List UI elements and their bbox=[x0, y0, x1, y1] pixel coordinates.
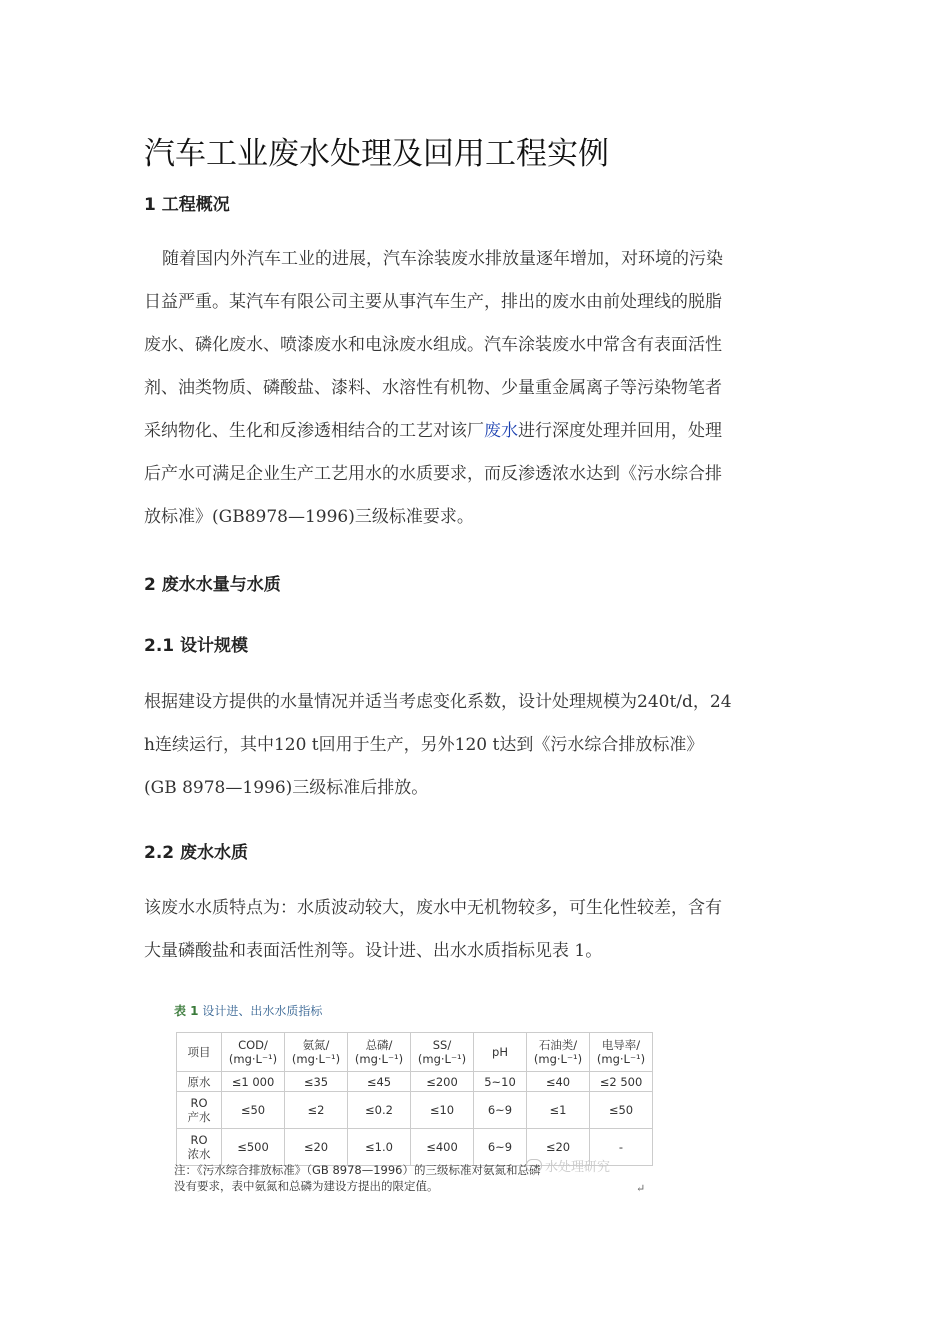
chat-bubble-icon bbox=[526, 1159, 542, 1172]
table-figure bbox=[174, 1002, 654, 1198]
paragraph-design-scale bbox=[144, 681, 804, 810]
table-row-label: RO 浓水 bbox=[177, 1129, 222, 1166]
paragraph-line: 废水、磷化废水、喷漆废水和电泳废水组成。汽车涂装废水中常含有表面活性 bbox=[144, 335, 722, 355]
paragraph-line: 根据建设方提供的水量情况并适当考虑变化系数，设计处理规模为240t/d，24 bbox=[144, 692, 732, 712]
paragraph-overview bbox=[144, 238, 804, 539]
table-cell: 5~10 bbox=[474, 1072, 527, 1092]
table-cell: 6~9 bbox=[474, 1129, 527, 1166]
table-cell: ≤40 bbox=[527, 1072, 590, 1092]
table-header-cell: 氨氮/ (mg·L⁻¹) bbox=[285, 1033, 348, 1072]
paragraph-line: 随着国内外汽车工业的进展，汽车涂装废水排放量逐年增加，对环境的污染 bbox=[162, 249, 723, 269]
table-cell: ≤1 000 bbox=[222, 1072, 285, 1092]
table-cell: 6~9 bbox=[474, 1092, 527, 1129]
paragraph-line: (GB 8978—1996)三级标准后排放。 bbox=[144, 778, 429, 798]
table-header-cell: 石油类/ (mg·L⁻¹) bbox=[527, 1033, 590, 1072]
table-cell: ≤2 500 bbox=[590, 1072, 653, 1092]
table-cell: ≤2 bbox=[285, 1092, 348, 1129]
paragraph-line: 该废水水质特点为：水质波动较大，废水中无机物较多，可生化性较差，含有 bbox=[144, 898, 722, 918]
document-title: 汽车工业废水处理及回用工程实例 bbox=[144, 136, 609, 172]
water-quality-table bbox=[176, 1032, 653, 1166]
table-cell: ≤1 bbox=[527, 1092, 590, 1129]
table-header-row bbox=[177, 1033, 653, 1072]
table-header-cell: 电导率/ (mg·L⁻¹) bbox=[590, 1033, 653, 1072]
table-row-label: RO 产水 bbox=[177, 1092, 222, 1129]
table-header-cell: SS/ (mg·L⁻¹) bbox=[411, 1033, 474, 1072]
table-cell: ≤1.0 bbox=[348, 1129, 411, 1166]
paragraph-line-with-link bbox=[144, 410, 804, 453]
table-cell: - bbox=[590, 1129, 653, 1166]
paragraph-line: h连续运行，其中120 t回用于生产，另外120 t达到《污水综合排放标准》 bbox=[144, 735, 704, 755]
table-cell: ≤50 bbox=[590, 1092, 653, 1129]
paragraph-line: 大量磷酸盐和表面活性剂等。设计进、出水水质指标见表 1。 bbox=[144, 941, 603, 961]
table-cell: ≤10 bbox=[411, 1092, 474, 1129]
table-row bbox=[177, 1092, 653, 1129]
table-cell: ≤35 bbox=[285, 1072, 348, 1092]
watermark bbox=[526, 1156, 610, 1175]
table-cell: ≤0.2 bbox=[348, 1092, 411, 1129]
table-caption bbox=[174, 1002, 322, 1019]
paragraph-water-quality bbox=[144, 887, 804, 973]
table-cell: ≤500 bbox=[222, 1129, 285, 1166]
table-caption-text: 设计进、出水水质指标 bbox=[202, 1004, 323, 1018]
section-heading-1: 1 工程概况 bbox=[144, 195, 230, 215]
table-header-cell: pH bbox=[474, 1033, 527, 1072]
text-after-link: 进行深度处理并回用，处理 bbox=[518, 421, 722, 441]
table-header-cell: COD/ (mg·L⁻¹) bbox=[222, 1033, 285, 1072]
paragraph-line: 后产水可满足企业生产工艺用水的水质要求，而反渗透浓水达到《污水综合排 bbox=[144, 464, 722, 484]
paragraph-line: 剂、油类物质、磷酸盐、漆料、水溶性有机物、少量重金属离子等污染物笔者 bbox=[144, 378, 722, 398]
wastewater-link[interactable]: 废水 bbox=[484, 421, 518, 441]
section-heading-2: 2 废水水量与水质 bbox=[144, 575, 281, 595]
paragraph-return-mark: ↵ bbox=[636, 1182, 646, 1195]
table-header-cell: 总磷/ (mg·L⁻¹) bbox=[348, 1033, 411, 1072]
table-cell: ≤20 bbox=[285, 1129, 348, 1166]
table-note-line: 注：《污水综合排放标准》（GB 8978—1996）的三级标准对氨氮和总磷 bbox=[174, 1163, 541, 1177]
table-note-line: 没有要求，表中氨氮和总磷为建设方提出的限定值。 bbox=[174, 1179, 439, 1193]
paragraph-line: 放标准》(GB8978—1996)三级标准要求。 bbox=[144, 507, 474, 527]
table-cell: ≤200 bbox=[411, 1072, 474, 1092]
table-cell: ≤400 bbox=[411, 1129, 474, 1166]
table-row-label: 原水 bbox=[177, 1072, 222, 1092]
table-caption-label: 表 1 bbox=[174, 1004, 199, 1018]
table-cell: ≤50 bbox=[222, 1092, 285, 1129]
table-row bbox=[177, 1072, 653, 1092]
watermark-text: 水处理研究 bbox=[545, 1160, 611, 1175]
table-header-cell: 项目 bbox=[177, 1033, 222, 1072]
table-cell: ≤20 bbox=[527, 1129, 590, 1166]
text-before-link: 采纳物化、生化和反渗透相结合的工艺对该厂 bbox=[144, 421, 484, 441]
table-cell: ≤45 bbox=[348, 1072, 411, 1092]
paragraph-line: 日益严重。某汽车有限公司主要从事汽车生产，排出的废水由前处理线的脱脂 bbox=[144, 292, 722, 312]
section-heading-2-2: 2.2 废水水质 bbox=[144, 843, 249, 863]
section-heading-2-1: 2.1 设计规模 bbox=[144, 636, 249, 656]
